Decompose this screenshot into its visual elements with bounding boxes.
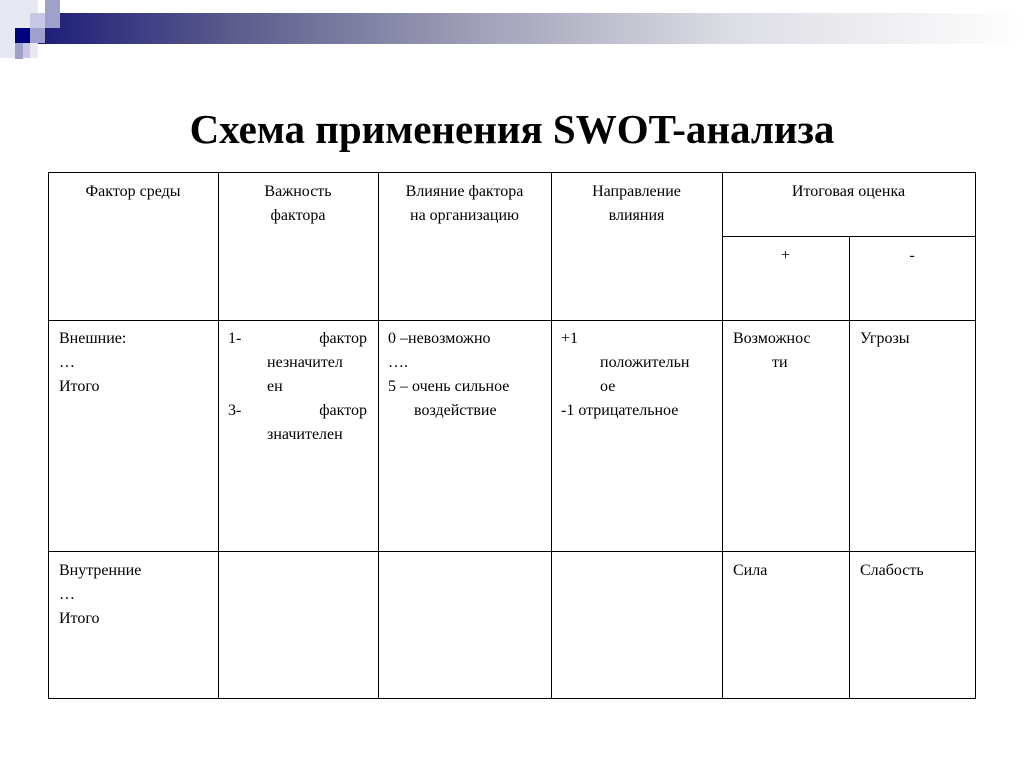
decor-square [30,13,45,28]
header-minus: - [909,247,915,264]
decor-square [30,28,45,43]
decor-square [15,43,23,59]
external-factor: Внешние: … Итого [59,330,127,395]
internal-strengths: Сила [733,562,768,579]
header-direction: Направление влияния [592,183,681,224]
header-importance: Важность фактора [264,183,332,224]
header-influence: Влияние фактора на организацию [405,183,524,224]
external-threats: Угрозы [860,330,910,347]
gradient-bar [30,13,1024,44]
header-factor: Фактор среды [85,183,181,200]
decor-square [45,0,60,28]
page-title: Схема применения SWOT-анализа [189,106,835,152]
header-total: Итоговая оценка [791,183,906,200]
internal-weaknesses: Слабость [860,562,924,579]
internal-factor: Внутренние … Итого [59,562,142,627]
header-plus: + [780,247,791,264]
decor-square [15,28,30,43]
